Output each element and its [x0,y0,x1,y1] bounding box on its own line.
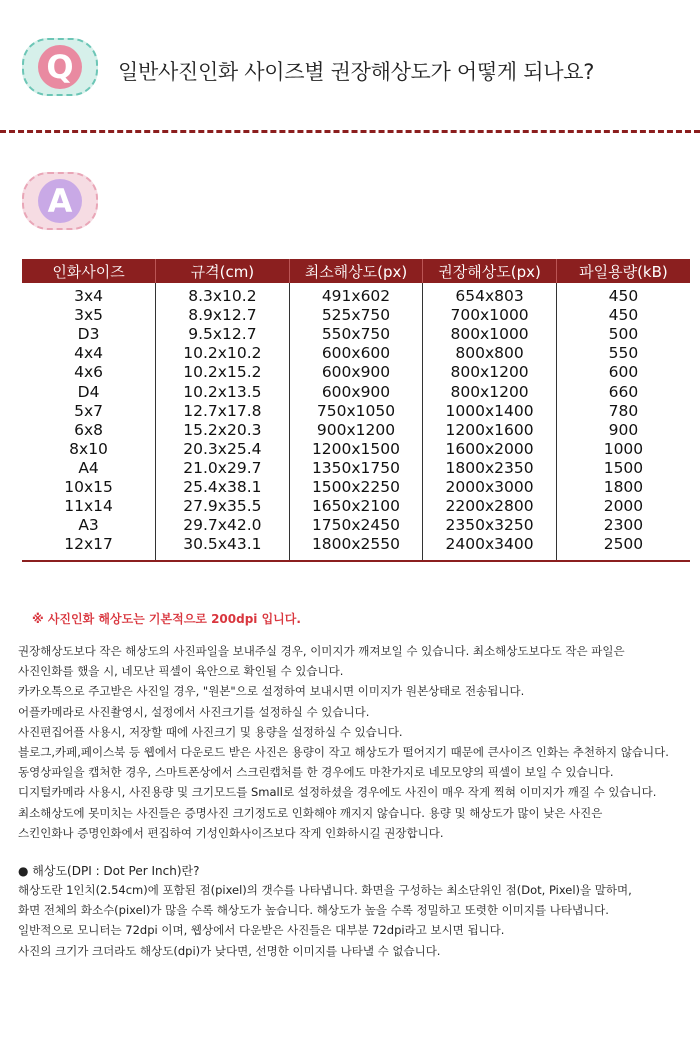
cell-min-resolution: 1650x2100 [289,497,423,516]
cell-recommended-resolution: 800x1000 [423,325,557,344]
cell-file-size: 780 [556,402,690,421]
resolution-table [22,259,690,562]
cell-print-size: 10x15 [64,477,113,496]
table-row [22,283,690,306]
paragraph-line: 권장해상도보다 작은 해상도의 사진파일을 보내주실 경우, 이미지가 깨져보일 수 있습니다. 최소해상도보다도 작은 파일은 [18,644,625,658]
cell-dimensions: 25.4x38.1 [156,478,290,497]
cell-print-size: 4x6 [74,363,103,382]
table-row [22,325,690,344]
cell-recommended-resolution: 1800x2350 [423,459,557,478]
cell-file-size: 2500 [556,535,690,561]
cell-recommended-resolution: 800x800 [423,344,557,363]
cell-file-size: 900 [556,421,690,440]
dpi-line: 해상도란 1인치(2.54cm)에 포함된 점(pixel)의 갯수를 나타냅니다. 화면을 구성하는 최소단위인 점(Dot, Pixel)을 말하며, [18,883,632,897]
cell-file-size: 550 [556,344,690,363]
header-recommended-resolution: 권장해상도(px) [423,259,557,283]
question-badge [22,38,98,96]
cell-recommended-resolution: 2000x3000 [423,478,557,497]
cell-recommended-resolution: 2400x3400 [423,535,557,561]
table-row [22,344,690,363]
cell-dimensions: 29.7x42.0 [156,516,290,535]
cell-print-size: 4x4 [74,344,103,363]
table-row [22,497,690,516]
cell-min-resolution: 750x1050 [289,402,423,421]
cell-dimensions: 30.5x43.1 [156,535,290,561]
cell-recommended-resolution: 800x1200 [423,382,557,401]
cell-dimensions: 9.5x12.7 [156,325,290,344]
cell-file-size: 450 [556,283,690,306]
paragraph-line: 디지털카메라 사용시, 사진용량 및 크기모드를 Small로 설정하셨을 경우에도 사진이 매우 작게 찍혀 이미지가 깨질 수 있습니다. [18,785,657,800]
cell-print-size: D3 [77,325,100,344]
cell-min-resolution: 550x750 [289,325,423,344]
cell-recommended-resolution: 700x1000 [423,306,557,325]
cell-dimensions: 27.9x35.5 [156,497,290,516]
cell-min-resolution: 491x602 [289,283,423,306]
paragraph-line: 사진편집어플 사용시, 저장할 때에 사진크기 및 용량을 설정하실 수 있습니다. [18,724,403,739]
cell-dimensions: 12.7x17.8 [156,402,290,421]
cell-file-size: 1800 [556,478,690,497]
cell-print-size: 8x10 [69,439,108,458]
cell-dimensions: 10.2x13.5 [156,382,290,401]
cell-min-resolution: 525x750 [289,306,423,325]
cell-print-size: 6x8 [74,420,103,439]
table-row [22,421,690,440]
cell-min-resolution: 600x900 [289,382,423,401]
dpi-section-title: ● 해상도(DPI : Dot Per Inch)란? [18,864,200,878]
paragraph-line: 동영상파일을 캡처한 경우, 스마트폰상에서 스크린캡처를 한 경우에도 마찬가지로 네모모양의 픽셀이 보일 수 있습니다. [18,765,614,780]
cell-min-resolution: 1200x1500 [289,440,423,459]
table-row [22,382,690,401]
paragraph-line: 최소해상도에 못미치는 사진들은 증명사진 크기정도로 인화해야 깨지지 않습니다. 용량 및 해상도가 많이 낮은 사진은 [18,805,603,820]
table-row [22,363,690,382]
cell-recommended-resolution: 2200x2800 [423,497,557,516]
cell-min-resolution: 600x900 [289,363,423,382]
dpi-line: 일반적으로 모니터는 72dpi 이며, 웹상에서 다운받은 사진들은 대부분 72dpi라고 보시면 됩니다. [18,923,505,938]
guidance-paragraph [18,641,694,843]
cell-print-size: 3x5 [74,306,103,325]
cell-file-size: 2300 [556,516,690,535]
dashed-divider [0,130,700,133]
question-title: 일반사진인화 사이즈별 권장해상도가 어떻게 되나요? [118,60,595,84]
cell-recommended-resolution: 2350x3250 [423,516,557,535]
table-row [22,535,690,561]
cell-dimensions: 10.2x10.2 [156,344,290,363]
table-row [22,402,690,421]
cell-dimensions: 21.0x29.7 [156,459,290,478]
cell-recommended-resolution: 1200x1600 [423,421,557,440]
cell-min-resolution: 1500x2250 [289,478,423,497]
cell-file-size: 500 [556,325,690,344]
paragraph-line: 스킨인화나 증명인화에서 편집하여 기성인화사이즈보다 작게 인화하시길 권장합니다. [18,825,444,840]
cell-print-size: 5x7 [74,401,103,420]
header-min-resolution: 최소해상도(px) [289,259,423,283]
cell-dimensions: 10.2x15.2 [156,363,290,382]
paragraph-line: 블로그,카페,페이스북 등 웹에서 다운로드 받은 사진은 용량이 작고 해상도가 떨어지기 때문에 큰사이즈 인화는 추천하지 않습니다. [18,745,669,760]
cell-min-resolution: 1350x1750 [289,459,423,478]
table-header-row [22,259,690,283]
cell-file-size: 1500 [556,459,690,478]
cell-file-size: 600 [556,363,690,382]
paragraph-line: 사진인화를 했을 시, 네모난 픽셀이 육안으로 확인될 수 있습니다. [18,664,344,679]
cell-recommended-resolution: 800x1200 [423,363,557,382]
table-row [22,459,690,478]
header-print-size: 인화사이즈 [22,259,156,283]
answer-letter: A [38,179,82,223]
cell-file-size: 1000 [556,440,690,459]
paragraph-line: 카카오톡으로 주고받은 사진일 경우, "원본"으로 설정하여 보내시면 이미지가 원본상태로 전송됩니다. [18,684,525,699]
table-body [22,283,690,561]
dpi-line: 사진의 크기가 크더라도 해상도(dpi)가 낮다면, 선명한 이미지를 나타낼 수 없습니다. [18,943,441,958]
cell-print-size: 12x17 [22,535,156,561]
cell-recommended-resolution: 1000x1400 [423,402,557,421]
table-row [22,306,690,325]
cell-file-size: 2000 [556,497,690,516]
cell-dimensions: 15.2x20.3 [156,421,290,440]
cell-print-size: A3 [78,516,99,535]
header-dimensions: 규격(cm) [156,259,290,283]
dpi-note: ※ 사진인화 해상도는 기본적으로 200dpi 입니다. [32,612,301,626]
table-row [22,516,690,535]
cell-min-resolution: 1750x2450 [289,516,423,535]
header-file-size: 파일용량(kB) [556,259,690,283]
cell-file-size: 660 [556,382,690,401]
table-row [22,478,690,497]
cell-min-resolution: 900x1200 [289,421,423,440]
cell-min-resolution: 600x600 [289,344,423,363]
cell-print-size: A4 [78,458,99,477]
cell-min-resolution: 1800x2550 [289,535,423,561]
dpi-explanation [18,880,694,961]
cell-print-size: D4 [77,382,100,401]
paragraph-line: 어플카메라로 사진촬영시, 설정에서 사진크기를 설정하실 수 있습니다. [18,704,370,719]
cell-dimensions: 8.9x12.7 [156,306,290,325]
answer-badge [22,172,98,230]
table-row [22,440,690,459]
cell-dimensions: 20.3x25.4 [156,440,290,459]
dpi-line: 화면 전체의 화소수(pixel)가 많을 수록 해상도가 높습니다. 해상도가 높을 수록 정밀하고 또렷한 이미지를 나타냅니다. [18,903,609,918]
question-letter: Q [38,45,82,89]
cell-print-size: 11x14 [64,497,113,516]
cell-recommended-resolution: 1600x2000 [423,440,557,459]
cell-print-size: 3x4 [74,287,103,306]
cell-dimensions: 8.3x10.2 [156,283,290,306]
cell-file-size: 450 [556,306,690,325]
cell-recommended-resolution: 654x803 [423,283,557,306]
